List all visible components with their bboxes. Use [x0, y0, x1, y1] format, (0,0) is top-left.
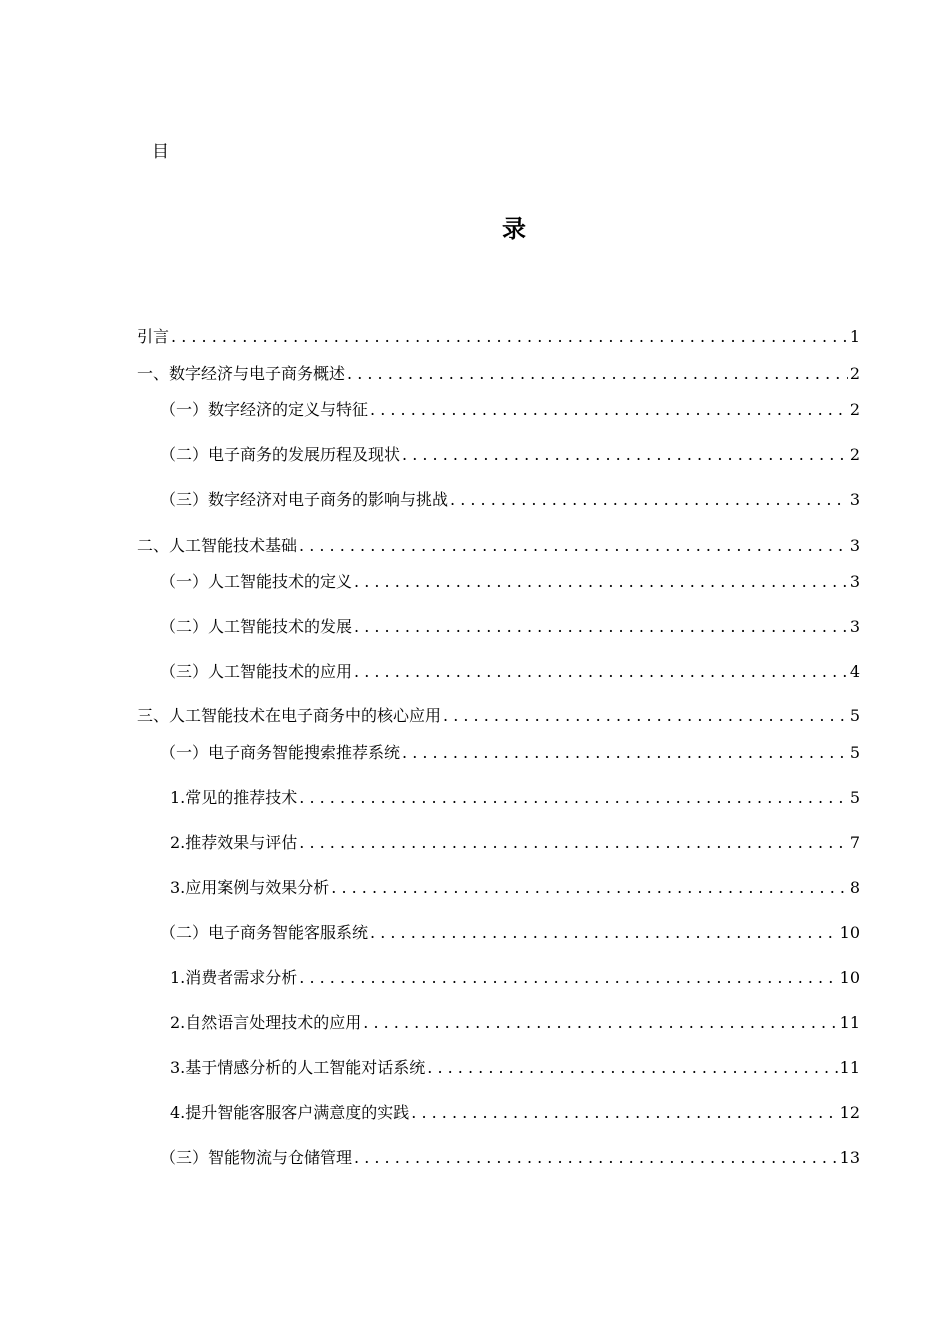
- toc-entry-page: 3: [849, 617, 860, 636]
- toc-entry-text: 2.推荐效果与评估: [170, 833, 298, 852]
- toc-entry-page: 11: [839, 1013, 860, 1032]
- toc-entry-text: 3.基于情感分析的人工智能对话系统: [170, 1058, 426, 1077]
- toc-dot-leader: [354, 616, 848, 638]
- toc-entry-text: （三）数字经济对电子商务的影响与挑战: [160, 490, 449, 509]
- toc-entry-page: 5: [849, 788, 860, 807]
- toc-dot-leader: [443, 705, 848, 727]
- toc-entry-text: 二、人工智能技术基础: [137, 536, 298, 555]
- toc-entry-page: 5: [849, 706, 860, 725]
- toc-entry-text: 三、人工智能技术在电子商务中的核心应用: [137, 706, 442, 725]
- toc-dot-leader: [354, 571, 848, 593]
- toc-dot-leader: [402, 444, 848, 466]
- toc-entry-page: 3: [849, 490, 860, 509]
- toc-dot-leader: [450, 489, 848, 511]
- toc-entry[interactable]: [160, 738, 860, 764]
- toc-entry-text: （一）人工智能技术的定义: [160, 572, 353, 591]
- toc-entry[interactable]: [160, 485, 860, 511]
- toc-entry-page: 2: [849, 364, 860, 383]
- toc-entry-page: 11: [839, 1058, 860, 1077]
- toc-title-first-char: 目: [152, 142, 169, 162]
- toc-entry-page: 3: [849, 536, 860, 555]
- toc-entry[interactable]: [170, 1053, 860, 1079]
- toc-entry[interactable]: [137, 701, 860, 727]
- toc-entry-text: 引言: [137, 327, 170, 346]
- toc-entry[interactable]: [160, 657, 860, 683]
- toc-dot-leader: [299, 787, 848, 809]
- toc-entry-page: 10: [839, 968, 860, 987]
- toc-entry-text: （二）电子商务智能客服系统: [160, 923, 369, 942]
- toc-dot-leader: [370, 399, 848, 421]
- toc-entry-text: （二）人工智能技术的发展: [160, 617, 353, 636]
- toc-dot-leader: [171, 326, 848, 348]
- toc-entry[interactable]: [170, 783, 860, 809]
- toc-dot-leader: [427, 1057, 837, 1079]
- toc-entry[interactable]: [160, 918, 860, 944]
- toc-dot-leader: [402, 742, 848, 764]
- toc-dot-leader: [411, 1102, 837, 1124]
- toc-entry[interactable]: [160, 440, 860, 466]
- toc-dot-leader: [347, 363, 848, 385]
- toc-entry[interactable]: [160, 567, 860, 593]
- toc-entry-page: 10: [839, 923, 860, 942]
- toc-dot-leader: [299, 832, 848, 854]
- toc-dot-leader: [354, 661, 848, 683]
- toc-dot-leader: [363, 1012, 837, 1034]
- toc-entry[interactable]: [170, 873, 860, 899]
- toc-entry-text: （一）电子商务智能搜索推荐系统: [160, 743, 401, 762]
- toc-entry-text: （二）电子商务的发展历程及现状: [160, 445, 401, 464]
- toc-entry-text: （三）人工智能技术的应用: [160, 662, 353, 681]
- toc-title-second-char: 录: [502, 214, 526, 243]
- toc-entry-text: 一、数字经济与电子商务概述: [137, 364, 346, 383]
- toc-entry-page: 2: [849, 445, 860, 464]
- toc-entry-page: 3: [849, 572, 860, 591]
- toc-entry[interactable]: [170, 1098, 860, 1124]
- toc-dot-leader: [354, 1147, 838, 1169]
- toc-entry[interactable]: [137, 531, 860, 557]
- toc-entry-page: 1: [849, 327, 860, 346]
- toc-entry-page: 7: [849, 833, 860, 852]
- toc-entry-page: 2: [849, 400, 860, 419]
- toc-dot-leader: [331, 877, 848, 899]
- toc-entry-text: 3.应用案例与效果分析: [170, 878, 330, 897]
- toc-entry-page: 8: [849, 878, 860, 897]
- toc-entry[interactable]: [160, 1143, 860, 1169]
- toc-entry-text: （一）数字经济的定义与特征: [160, 400, 369, 419]
- toc-entry-text: 4.提升智能客服客户满意度的实践: [170, 1103, 410, 1122]
- toc-entry[interactable]: [170, 963, 860, 989]
- toc-entry-text: 1.消费者需求分析: [170, 968, 298, 987]
- toc-entry[interactable]: [160, 395, 860, 421]
- toc-entry[interactable]: [137, 359, 860, 385]
- toc-entry-page: 5: [849, 743, 860, 762]
- toc-dot-leader: [299, 535, 848, 557]
- toc-entry[interactable]: [137, 322, 860, 348]
- toc-entry[interactable]: [170, 1008, 860, 1034]
- toc-entry-text: （三）智能物流与仓储管理: [160, 1148, 353, 1167]
- toc-entry-text: 1.常见的推荐技术: [170, 788, 298, 807]
- toc-entry-page: 12: [839, 1103, 860, 1122]
- toc-entry[interactable]: [170, 828, 860, 854]
- toc-entry[interactable]: [160, 612, 860, 638]
- toc-dot-leader: [299, 967, 837, 989]
- toc-dot-leader: [370, 922, 838, 944]
- toc-entry-text: 2.自然语言处理技术的应用: [170, 1013, 362, 1032]
- toc-entry-page: 13: [839, 1148, 860, 1167]
- toc-entry-page: 4: [849, 662, 860, 681]
